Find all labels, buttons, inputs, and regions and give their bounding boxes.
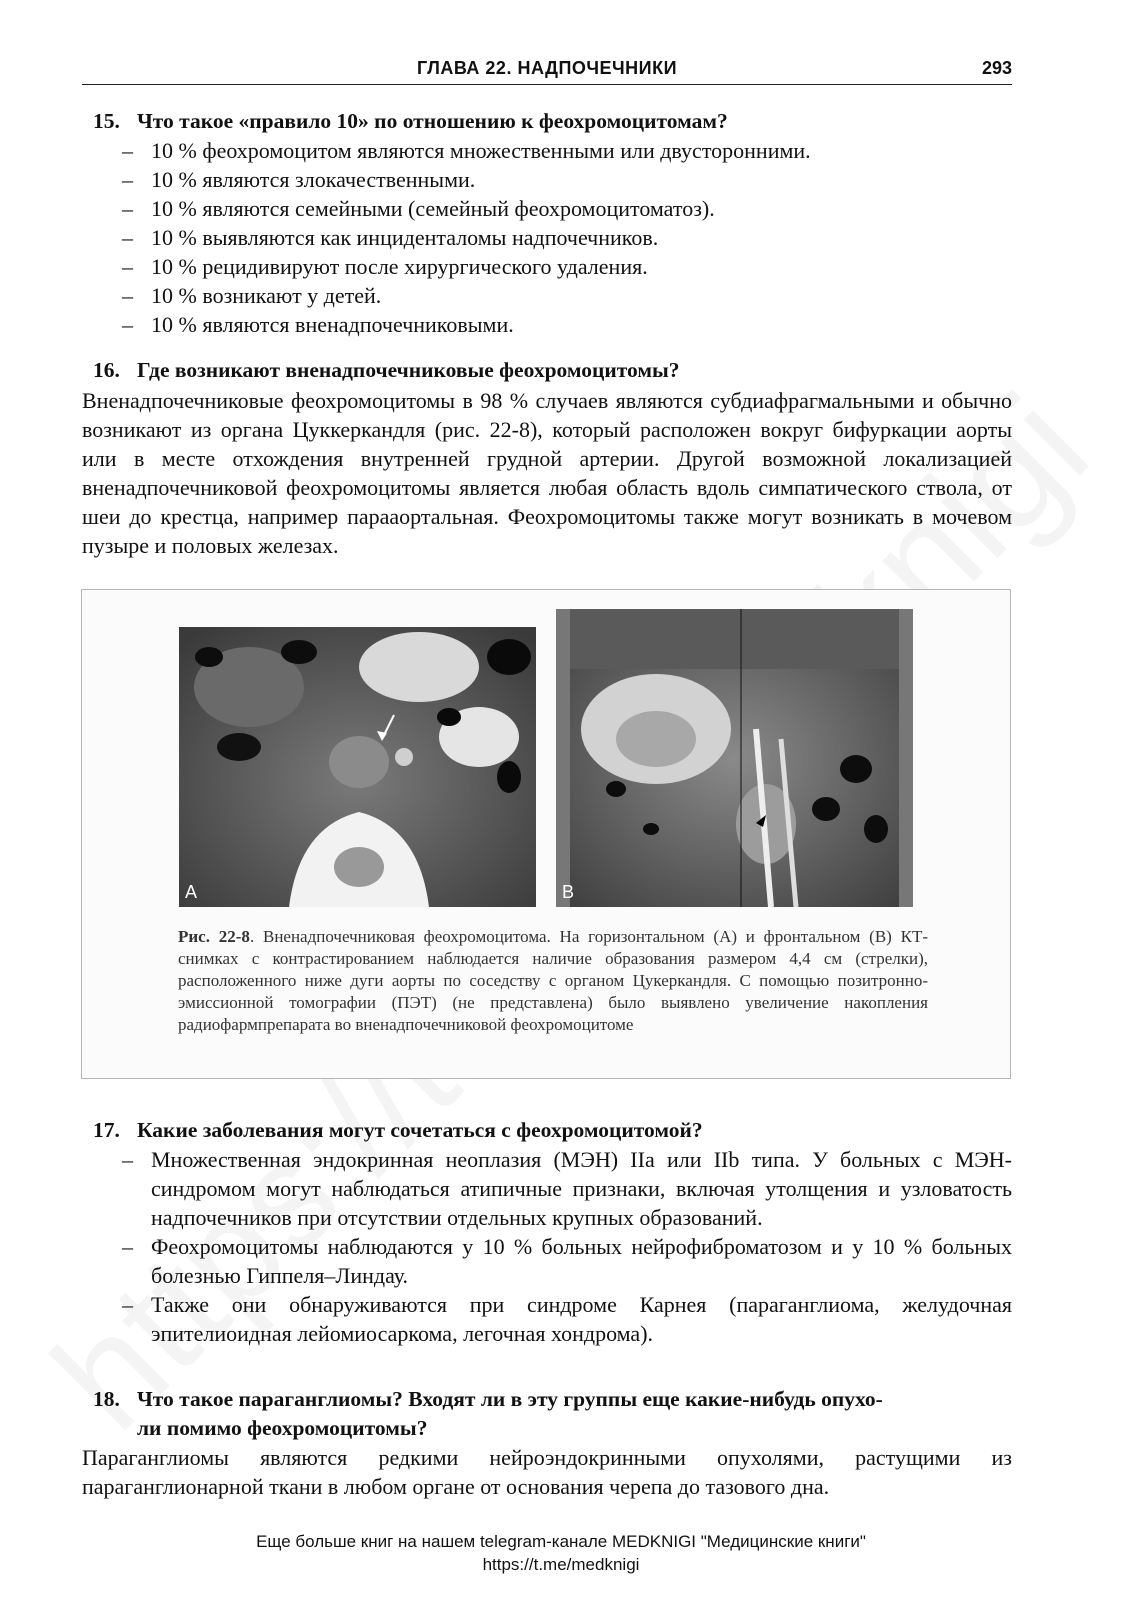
caption-text: . Вненадпочечниковая феохромоцитома. На горизонтальном (A) и фронтальном (B) КТ-снимках с контрастированием наблюдается наличие образования размером 4,4 см (стрелки), расположенного ниже дуги аорты по соседству с органом Цукеркандля. С помощью позитронно-эмиссионной томографии (ПЭТ) (не представлена) было выявлено увеличение накопления радиофармпрепарата во вненадпочечниковой феохромоцитоме — [178, 927, 929, 1034]
question-number: 16. — [93, 358, 120, 382]
question-text-line2: ли помимо феохромоцитомы? — [137, 1416, 428, 1440]
rule-of-ten-list — [122, 136, 1022, 339]
list-item: – 10 % являются семейными (семейный феохромоцитоматоз). — [122, 196, 715, 221]
question-number: 17. — [93, 1118, 120, 1142]
question-text: Какие заболевания могут сочетаться с феохромоцитомой? — [137, 1118, 703, 1142]
figure-caption — [178, 926, 928, 1036]
question-text: Что такое «правило 10» по отношению к феохромоцитомам? — [137, 109, 728, 133]
answer-18-paragraph: Параганглиомы являются редкими нейроэндокринными опухолями, растущими из параганглионарной ткани в любом органе от основания черепа до тазового дна. — [82, 1445, 1012, 1499]
list-item: – 10 % феохромоцитом являются множественными или двусторонними. — [122, 138, 811, 163]
panel-label-b: B — [562, 882, 575, 902]
panel-label-a: A — [185, 882, 198, 902]
question-17 — [93, 1116, 703, 1145]
chapter-title: ГЛАВА 22. НАДПОЧЕЧНИКИ — [416, 58, 678, 78]
caption-number: Рис. 22-8 — [178, 927, 250, 946]
associated-diseases-list — [122, 1145, 1012, 1348]
page-number: 293 — [981, 58, 1012, 78]
question-number: 15. — [93, 109, 120, 133]
ct-image-coronal — [556, 609, 913, 907]
figure-22-8 — [81, 589, 1011, 1079]
ct-image-axial — [179, 627, 536, 907]
list-item: – Также они обнаруживаются при синдроме Карнея (параганглиома, желудочная эпителиоидная лейомиосаркома, легочная хондрома). — [122, 1292, 1012, 1346]
running-header — [82, 56, 1012, 85]
list-item: – 10 % являются вненадпочечниковыми. — [122, 312, 514, 337]
question-text-line1: Что такое параганглиомы? Входят ли в эту группы еще какие-нибудь опухо- — [137, 1387, 883, 1411]
answer-16-paragraph: Вненадпочечниковые феохромоцитомы в 98 % случаев являются субдиафрагмальными и обычно возникают из органа Цуккеркандля (рис. 22-8), который расположен вокруг бифуркации аорты или в месте отхождения внутренней грудной артерии. Другой возможной локализацией вненадпочечниковой феохромоцитомы является любая область вдоль симпатического ствола, от шеи до крестца, например парааортальная. Феохромоцитомы также могут возникать в мочевом пузыре и половых железах. — [82, 388, 1012, 558]
footer-link[interactable]: https://t.me/medknigi — [482, 1555, 640, 1574]
question-15 — [93, 107, 728, 136]
question-text: Где возникают вненадпочечниковые феохромоцитомы? — [137, 358, 680, 382]
list-item: – Феохромоцитомы наблюдаются у 10 % больных нейрофиброматозом и у 10 % больных болезнью Гиппеля–Линдау. — [122, 1234, 1012, 1288]
question-18 — [93, 1385, 1018, 1443]
list-item: – 10 % являются злокачественными. — [122, 167, 476, 192]
list-item: – Множественная эндокринная неоплазия (МЭН) IIa или IIb типа. У больных с МЭН-синдромом могут наблюдаться атипичные признаки, включая утолщения и узловатость надпочечников при отсутствии отдельных крупных образований. — [122, 1147, 1012, 1230]
list-item: – 10 % выявляются как инциденталомы надпочечников. — [122, 225, 659, 250]
list-item: – 10 % рецидивируют после хирургического удаления. — [122, 254, 648, 279]
footer-promo-text: Еще больше книг на нашем telegram-канале MEDKNIGI "Медицинские книги" — [256, 1532, 866, 1551]
list-item: – 10 % возникают у детей. — [122, 283, 382, 308]
footer — [0, 1530, 1122, 1576]
question-16 — [93, 356, 680, 385]
question-number: 18. — [93, 1387, 120, 1411]
